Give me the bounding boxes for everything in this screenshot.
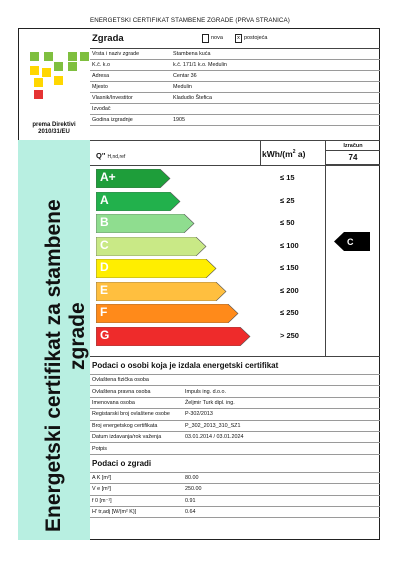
vertical-title-line2: zgrade (66, 302, 89, 370)
energy-class-letter: A+ (100, 170, 116, 184)
directive-note: prema Direktivi 2010/31/EU (32, 122, 76, 135)
energy-class-threshold: ≤ 200 (280, 285, 299, 295)
existing-label: postojeća (243, 35, 268, 41)
energy-class-bar (96, 282, 228, 301)
energy-class-threshold: ≤ 100 (280, 240, 299, 250)
energy-scale (90, 140, 380, 356)
energy-class-letter: C (100, 237, 109, 252)
energy-class-bar (96, 259, 218, 278)
building-data-row: V e [m³] 250.00 (90, 484, 380, 495)
building-data-title: Podaci o zgradi (90, 455, 380, 473)
calc-label: Izračun (326, 141, 380, 151)
energy-class-letter: B (100, 215, 109, 229)
energy-class-letter: F (100, 305, 108, 319)
energy-class-bar (96, 169, 172, 188)
divider (325, 165, 326, 357)
energy-class-bar (96, 304, 240, 323)
energy-class-letter: D (100, 260, 109, 274)
new-checkbox[interactable] (202, 34, 209, 43)
building-data-row: f 0 [m⁻¹] 0.91 (90, 496, 380, 507)
issuer-row: Ovlaštena pravna osoba Impuls ing. d.o.o. (90, 386, 380, 397)
issuer-row: Broj energetskog certifikata P_302_2013_310_SZ1 (90, 421, 380, 432)
page-header: ENERGETSKI CERTIFIKAT STAMBENE ZGRADE (PRVA STRANICA) (90, 17, 290, 24)
energy-class-bar (96, 237, 208, 256)
info-row: Izvođač (90, 104, 380, 115)
info-row: K.č. k.o k.č. 171/1 k.o. Medulin (90, 60, 380, 71)
issuer-row: Datum izdavanja/rok važenja 03.01.2014 / 03.01.2024 (90, 432, 380, 443)
energy-class-bar (96, 214, 196, 233)
vertical-title-line1: Energetski certifikat za stambene (42, 199, 65, 532)
issuer-row: Ovlaštena fizička osoba (90, 375, 380, 386)
current-class-letter: C (347, 237, 354, 247)
divider (260, 141, 261, 165)
issuer-row: Imenovana osoba Željmir Turk dipl. ing. (90, 398, 380, 409)
energy-unit: kWh/($m^2$ a) (262, 149, 306, 159)
divider (90, 165, 380, 166)
info-row: Adresa Centar 36 (90, 71, 380, 82)
energy-class-letter: A (100, 192, 109, 207)
building-data-row: A K [m²] 80.00 (90, 473, 380, 484)
q-label: Q'' H,nd,ref (96, 151, 126, 160)
energy-class-threshold: ≤ 25 (280, 195, 295, 205)
energy-class-bar (96, 192, 182, 211)
building-title: Zgrada (92, 32, 124, 44)
energy-class-threshold: ≤ 150 (280, 263, 299, 272)
info-row: Mjesto Medulin (90, 82, 380, 93)
issuer-row: Potpis (90, 443, 380, 454)
info-row: Godina izgradnje 1905 (90, 115, 380, 126)
issuer-title: Podaci o osobi koja je izdala energetski certifikat (90, 357, 380, 375)
current-class-marker (334, 232, 370, 256)
eu-energy-logo (30, 52, 86, 108)
energy-class-threshold: ≤ 15 (280, 173, 295, 182)
info-row: Vlasnik/Investitor Kladudio Štefica (90, 93, 380, 104)
building-info (90, 28, 380, 126)
calc-value: 74 (348, 153, 358, 162)
new-label: nova (211, 35, 223, 41)
energy-class-letter: G (100, 327, 110, 342)
vertical-title (18, 140, 90, 540)
energy-class-threshold: > 250 (280, 330, 299, 340)
info-row: Vrsta i naziv zgrade Stambena kuća (90, 49, 380, 60)
issuer-section (90, 356, 380, 518)
issuer-row: Registarski broj ovlaštene osobe P-302/2013 (90, 409, 380, 420)
energy-class-threshold: ≤ 50 (280, 218, 295, 227)
energy-class-threshold: ≤ 250 (280, 308, 299, 317)
existing-checkbox[interactable]: x (235, 34, 242, 43)
calc-box (325, 141, 380, 165)
energy-class-letter: E (100, 282, 109, 297)
energy-class-bar (96, 327, 252, 346)
building-data-row: H' tr,adj [W/(m² K)] 0.64 (90, 507, 380, 518)
